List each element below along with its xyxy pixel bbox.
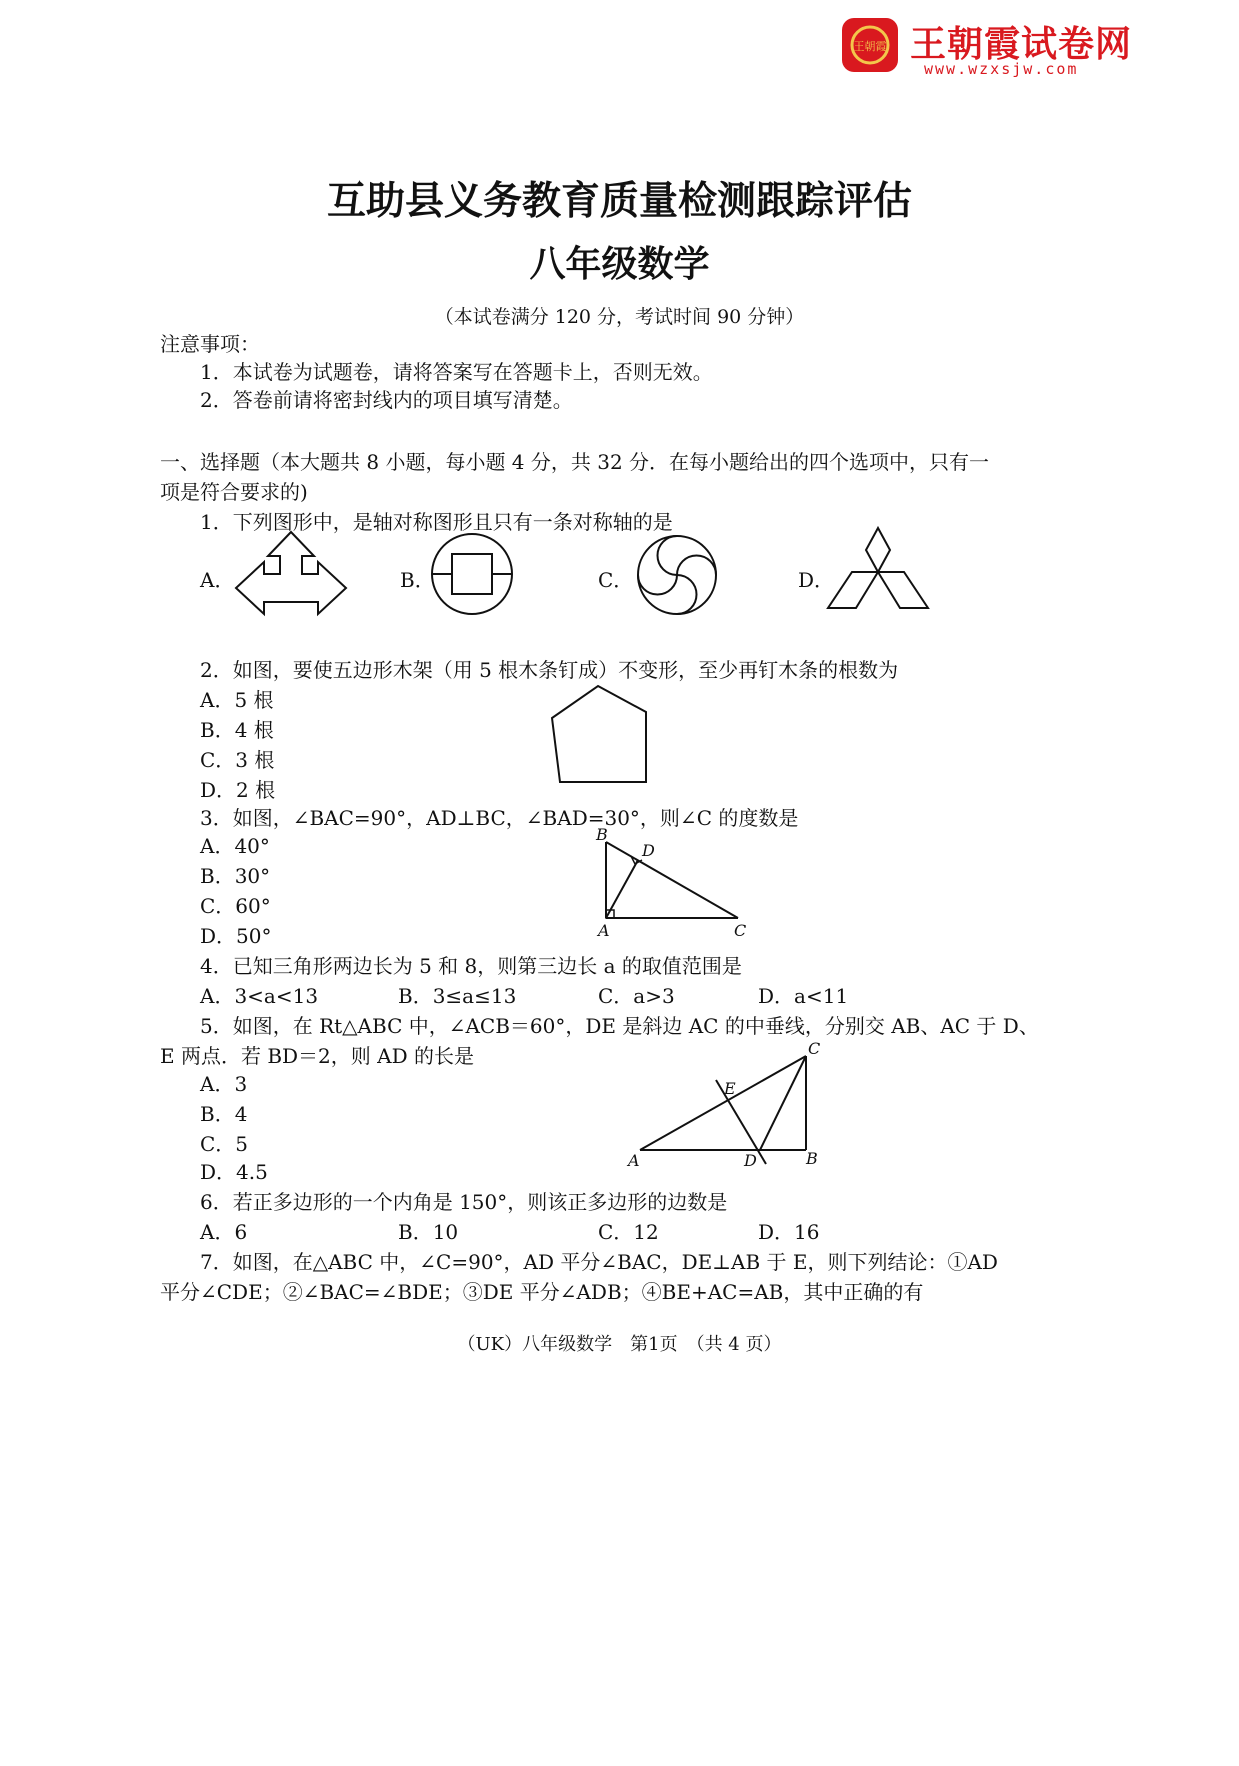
q7-stem: 7．如图，在△ABC 中，∠C=90°，AD 平分∠BAC，DE⊥AB 于 E，则下列结论：①AD	[200, 1250, 998, 1274]
q5-point-d: D	[744, 1151, 757, 1170]
q2-stem: 2．如图，要使五边形木架（用 5 根木条钉成）不变形，至少再钉木条的根数为	[200, 658, 899, 682]
q5-option-c: C．5	[200, 1132, 249, 1156]
q1-label-c: C．	[598, 568, 634, 592]
q2-option-c: C．3 根	[200, 748, 275, 772]
q6-option-a: A．6	[200, 1220, 248, 1244]
q5-point-b: B	[806, 1149, 818, 1168]
q2-option-b: B．4 根	[200, 718, 274, 742]
q4-option-b: B．3≤a≤13	[398, 984, 517, 1008]
q1-stem: 1．下列图形中，是轴对称图形且只有一条对称轴的是	[200, 510, 673, 534]
q1-label-a: A．	[200, 568, 235, 592]
section-heading-cont: 项是符合要求的)	[160, 480, 308, 504]
q3-option-a: A．40°	[200, 834, 270, 858]
exam-subtitle: 八年级数学	[529, 243, 710, 285]
q6-option-c: C．12	[598, 1220, 659, 1244]
q1-figure-b	[430, 532, 514, 616]
q6-option-d: D．16	[758, 1220, 820, 1244]
q3-triangle-figure	[590, 826, 750, 940]
q2-option-a: A．5 根	[200, 688, 274, 712]
logo-badge-icon	[838, 14, 902, 76]
exam-note: （本试卷满分 120 分，考试时间 90 分钟）	[434, 306, 805, 328]
q1-label-d: D．	[798, 568, 835, 592]
q3-point-a: A	[598, 921, 610, 940]
page-footer: （UK）八年级数学 第1页 （共 4 页）	[457, 1334, 782, 1355]
q5-stem-cont: E 两点．若 BD＝2，则 AD 的长是	[160, 1044, 474, 1068]
q5-option-a: A．3	[200, 1072, 248, 1096]
q3-point-b: B	[596, 825, 608, 844]
section-heading: 一、选择题（本大题共 8 小题，每小题 4 分，共 32 分．在每小题给出的四个选项中，只有一	[160, 450, 990, 474]
q1-label-b: B．	[400, 568, 435, 592]
q2-pentagon-figure	[550, 684, 650, 784]
logo-url[interactable]: www.wzxsjw.com	[924, 60, 1079, 78]
notice-item: 2．答卷前请将密封线内的项目填写清楚。	[200, 388, 573, 412]
q2-option-d: D．2 根	[200, 778, 276, 802]
site-logo[interactable]	[838, 14, 1218, 76]
q3-stem: 3．如图，∠BAC=90°，AD⊥BC，∠BAD=30°，则∠C 的度数是	[200, 806, 799, 830]
q3-point-c: C	[734, 921, 747, 940]
q4-option-a: A．3<a<13	[200, 984, 319, 1008]
q1-figure-d	[826, 526, 930, 612]
q7-stem-cont: 平分∠CDE；②∠BAC=∠BDE；③DE 平分∠ADB；④BE+AC=AB，其中正确的有	[160, 1280, 924, 1304]
q5-stem: 5．如图，在 Rt△ABC 中，∠ACB＝60°，DE 是斜边 AC 的中垂线，分别交 AB、AC 于 D、	[200, 1014, 1039, 1038]
q1-figure-a	[234, 530, 348, 620]
q3-option-b: B．30°	[200, 864, 271, 888]
q5-option-d: D．4.5	[200, 1160, 268, 1184]
logo-badge-text: 王朝霞	[853, 40, 887, 53]
q1-figure-c	[636, 534, 718, 616]
q5-point-e: E	[724, 1079, 736, 1098]
q4-option-c: C．a>3	[598, 984, 675, 1008]
q3-point-d: D	[642, 841, 655, 860]
notice-item: 1．本试卷为试题卷，请将答案写在答题卡上，否则无效。	[200, 360, 713, 384]
notice-heading: 注意事项：	[160, 332, 260, 356]
logo-name: 王朝霞试卷网	[910, 24, 1133, 65]
q5-point-c: C	[808, 1039, 821, 1058]
q3-option-c: C．60°	[200, 894, 271, 918]
q5-triangle-figure	[624, 1040, 824, 1170]
exam-title: 互助县义务教育质量检测跟踪评估	[326, 178, 912, 224]
q4-stem: 4．已知三角形两边长为 5 和 8，则第三边长 a 的取值范围是	[200, 954, 742, 978]
q3-option-d: D．50°	[200, 924, 272, 948]
q4-option-d: D．a<11	[758, 984, 849, 1008]
q5-option-b: B．4	[200, 1102, 248, 1126]
q5-point-a: A	[628, 1151, 640, 1170]
q6-stem: 6．若正多边形的一个内角是 150°，则该正多边形的边数是	[200, 1190, 728, 1214]
q6-option-b: B．10	[398, 1220, 459, 1244]
